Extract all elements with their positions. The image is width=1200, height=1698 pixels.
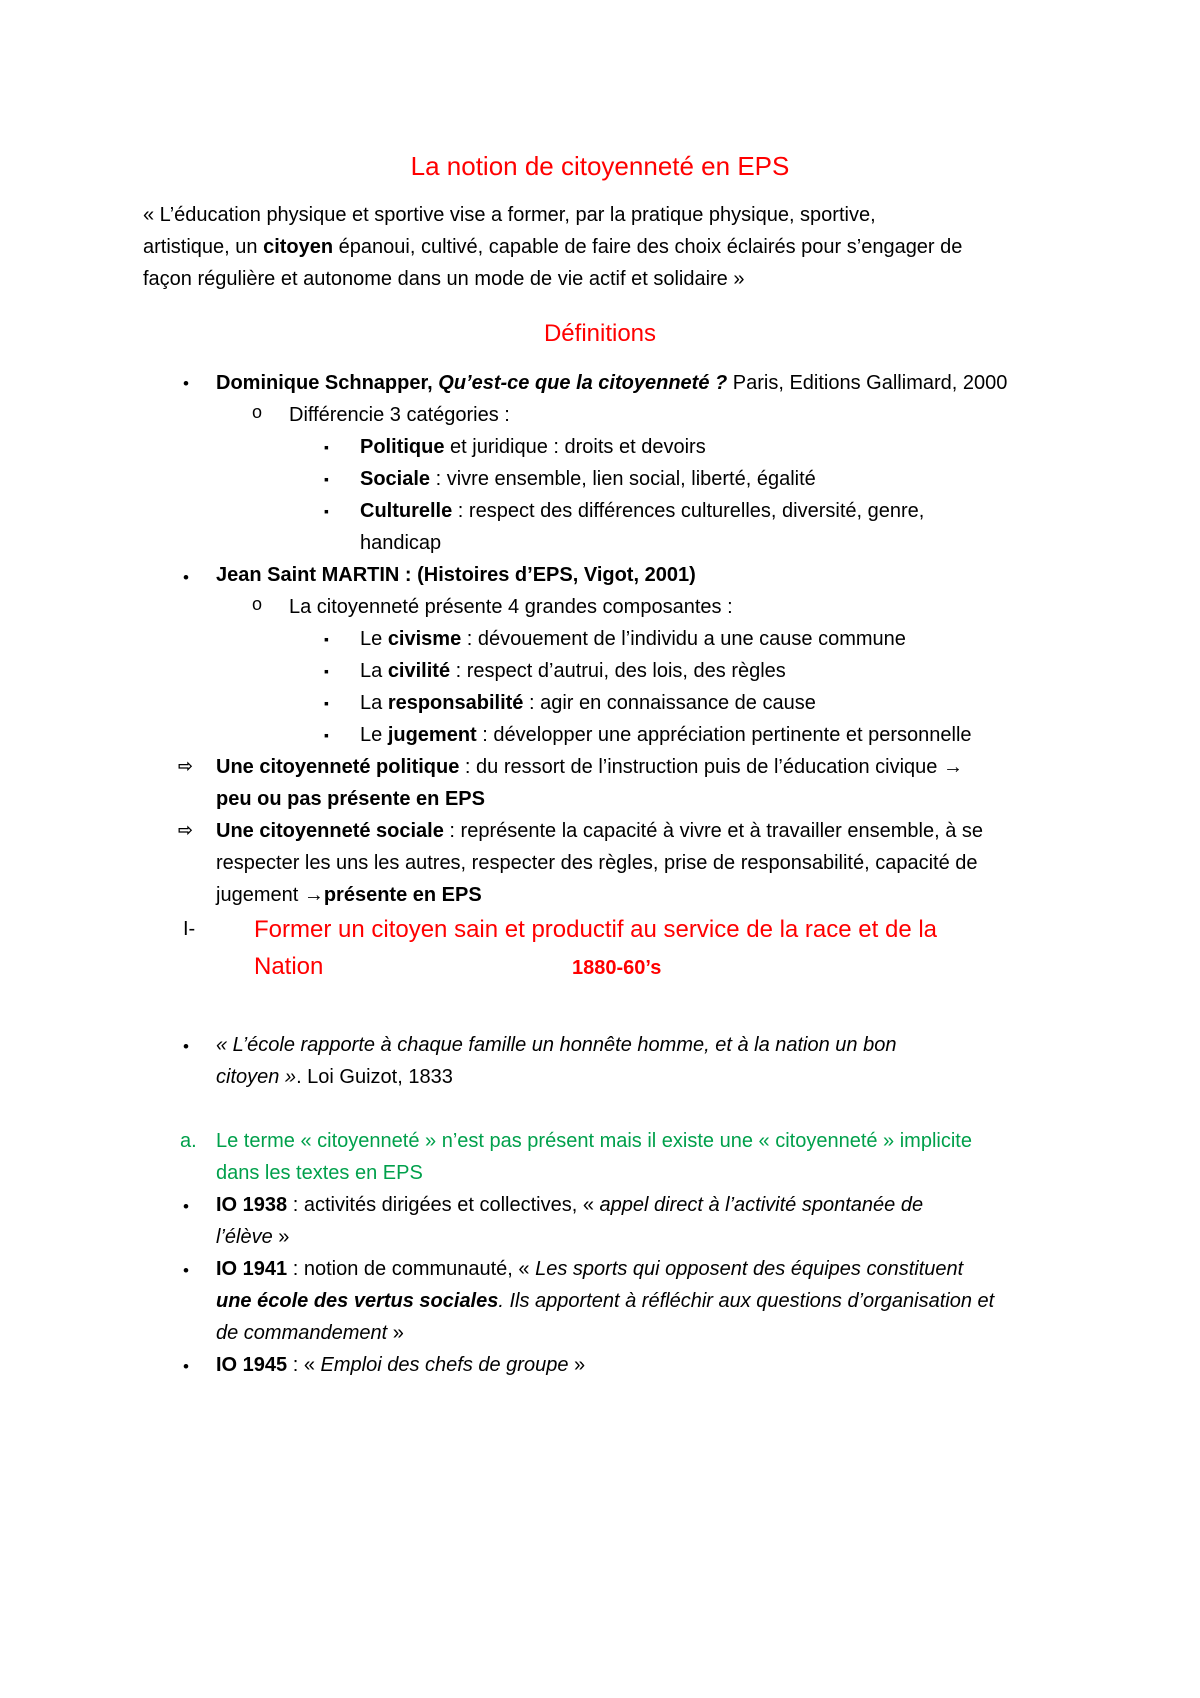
schnapper-item: Sociale : vivre ensemble, lien social, liberté, égalité — [360, 468, 816, 490]
arrow-bullet-icon: ⇨ — [178, 756, 194, 776]
intro-line-1: « L’éducation physique et sportive vise a former, par la pratique physique, sportive, — [143, 204, 876, 226]
part-title-line-1: Former un citoyen sain et productif au service de la race et de la — [254, 916, 938, 943]
section-a-line-1: Le terme « citoyenneté » n’est pas présent mais il existe une « citoyenneté » implicite — [216, 1130, 972, 1152]
section-letter: a. — [180, 1130, 197, 1152]
section-a-line-2: dans les textes en EPS — [216, 1162, 423, 1184]
bullet-square: ▪ — [324, 695, 329, 711]
bullet-circle: o — [252, 594, 263, 614]
bullet-circle: o — [252, 402, 263, 422]
martin-item: Le civisme : dévouement de l’individu a une cause commune — [360, 628, 906, 650]
bullet-square: ▪ — [324, 471, 329, 487]
schnapper-item: Culturelle : respect des différences culturelles, diversité, genre, — [360, 500, 925, 522]
intro-line-2: artistique, un citoyen épanoui, cultivé, capable de faire des choix éclairés pour s’engager de — [143, 236, 963, 258]
guizot-quote-line-1: « L’école rapporte à chaque famille un honnête homme, et à la nation un bon — [216, 1034, 897, 1056]
io-1945: IO 1945 : « Emploi des chefs de groupe » — [216, 1354, 586, 1376]
bullet-square: ▪ — [324, 663, 329, 679]
page-title: La notion de citoyenneté en EPS — [410, 151, 790, 181]
conclusion-sociale-cont: jugement →présente en EPS — [216, 884, 482, 906]
bullet-square: ▪ — [324, 727, 329, 743]
martin-item: La responsabilité : agir en connaissance de cause — [360, 692, 816, 714]
bullet-dot: • — [183, 1357, 189, 1376]
martin-ref: Jean Saint MARTIN : (Histoires d’EPS, Vigot, 2001) — [216, 564, 696, 586]
schnapper-ref: Dominique Schnapper, Qu’est-ce que la citoyenneté ? Paris, Editions Gallimard, 2000 — [216, 372, 1008, 394]
part-title-line-2: Nation — [254, 953, 324, 980]
io-1938: IO 1938 : activités dirigées et collectives, « appel direct à l’activité spontanée de — [216, 1194, 924, 1216]
bullet-square: ▪ — [324, 439, 329, 455]
martin-item: Le jugement : développer une appréciation pertinente et personnelle — [360, 724, 972, 746]
conclusion-politique-cont: peu ou pas présente en EPS — [216, 788, 485, 810]
martin-item: La civilité : respect d’autrui, des lois, des règles — [360, 660, 786, 682]
bullet-dot: • — [183, 374, 189, 393]
conclusion-sociale: Une citoyenneté sociale : représente la capacité à vivre et à travailler ensemble, à se — [216, 820, 984, 842]
io-1938-cont: l’élève » — [216, 1226, 290, 1248]
part-period: 1880-60’s — [572, 957, 662, 979]
arrow-right-icon: → — [942, 756, 963, 778]
schnapper-item: Politique et juridique : droits et devoirs — [360, 436, 706, 458]
schnapper-sub: Différencie 3 catégories : — [289, 404, 510, 426]
io-1941-cont: de commandement » — [216, 1322, 404, 1344]
arrow-bullet-icon: ⇨ — [178, 820, 194, 840]
bullet-dot: • — [183, 1261, 189, 1280]
bullet-dot: • — [183, 568, 189, 587]
schnapper-item-cont: handicap — [360, 532, 442, 554]
io-1941-cont: une école des vertus sociales. Ils apportent à réfléchir aux questions d’organisation et — [216, 1290, 995, 1312]
definitions-heading: Définitions — [543, 320, 657, 347]
bullet-square: ▪ — [324, 631, 329, 647]
intro-line-3: façon régulière et autonome dans un mode de vie actif et solidaire » — [143, 268, 745, 290]
arrow-right-icon: → — [303, 884, 324, 906]
part-number: I- — [183, 918, 196, 940]
io-1941: IO 1941 : notion de communauté, « Les sports qui opposent des équipes constituent — [216, 1258, 964, 1280]
guizot-quote-line-2: citoyen ». Loi Guizot, 1833 — [216, 1066, 453, 1088]
conclusion-politique: Une citoyenneté politique : du ressort de l’instruction puis de l’éducation civique → — [216, 756, 963, 778]
bullet-dot: • — [183, 1197, 189, 1216]
bullet-square: ▪ — [324, 503, 329, 519]
martin-sub: La citoyenneté présente 4 grandes composantes : — [289, 596, 733, 618]
conclusion-sociale-cont: respecter les uns les autres, respecter des règles, prise de responsabilité, capacité de — [216, 852, 978, 874]
bullet-dot: • — [183, 1037, 189, 1056]
